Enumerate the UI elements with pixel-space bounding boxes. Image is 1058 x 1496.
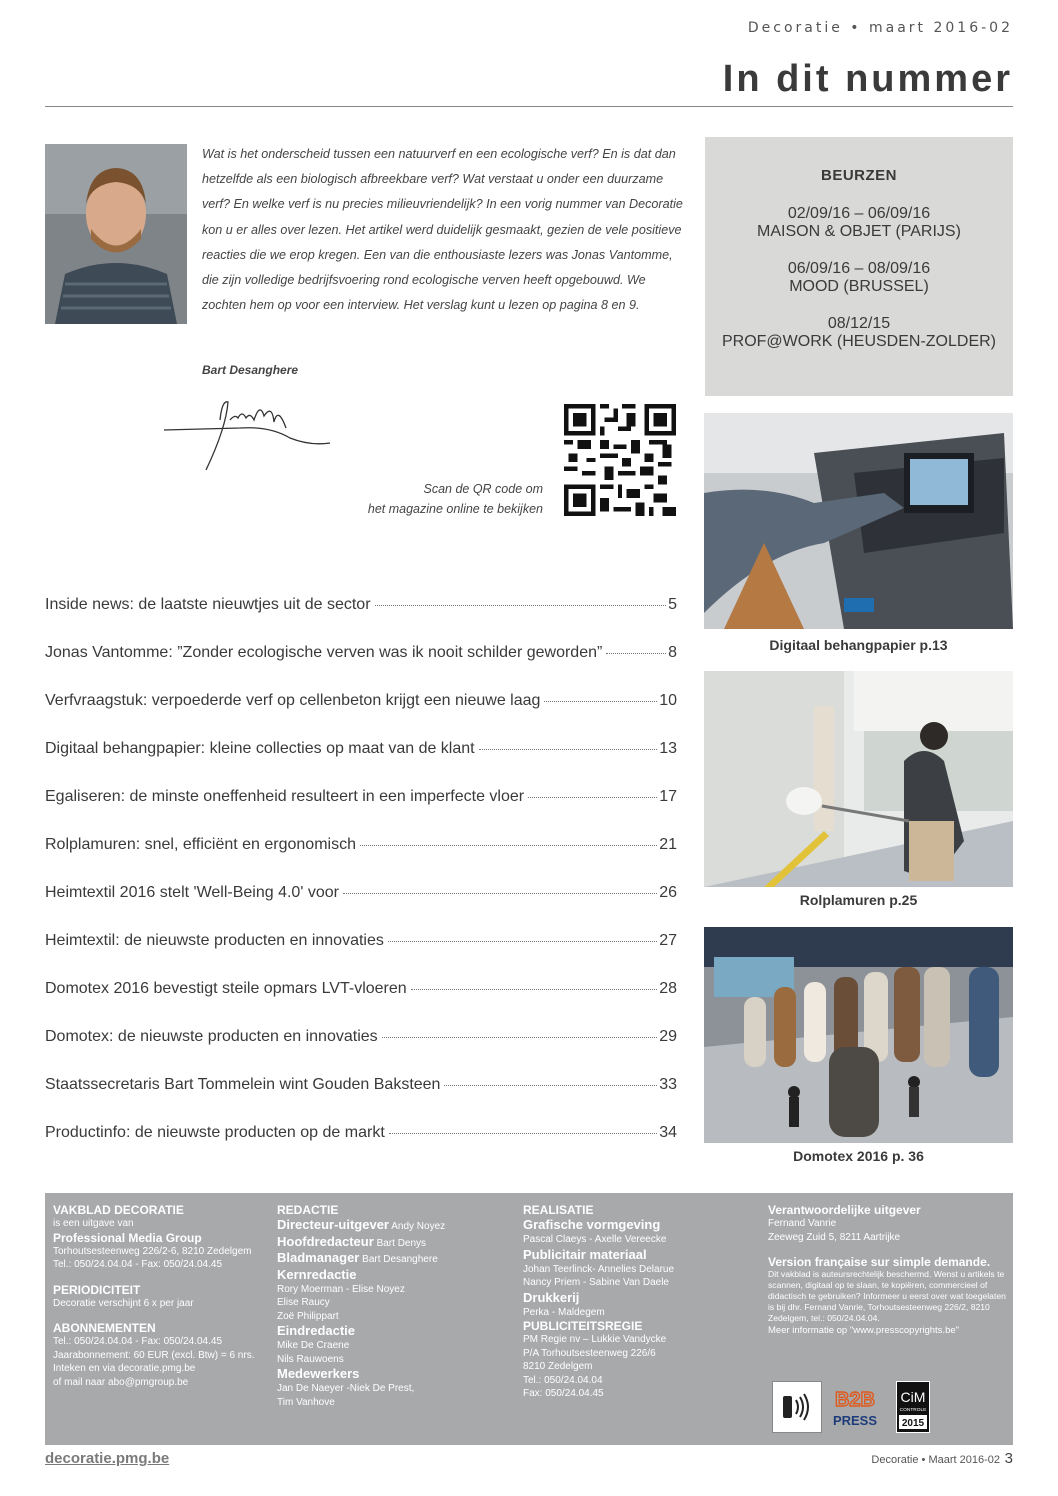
colophon-heading: REALISATIE [523, 1203, 594, 1217]
colophon-role: Bladmanager [277, 1250, 360, 1265]
b2b-press-logo [827, 1381, 883, 1433]
fair-name: MAISON & OBJET (PARIJS) [757, 223, 961, 240]
toc-page: 21 [659, 836, 677, 853]
colophon-heading: ABONNEMENTEN [53, 1321, 156, 1335]
toc-title: Domotex: de nieuwste producten en innovaties [45, 1028, 378, 1045]
colophon-line: Fernand Vanrie [768, 1218, 837, 1229]
press-logo-text: PRESS [832, 1413, 878, 1428]
toc-page: 10 [659, 692, 677, 709]
fair-name: PROF@WORK (HEUSDEN-ZOLDER) [721, 333, 997, 350]
colophon-heading: Professional Media Group [53, 1230, 202, 1245]
nfc-logo-icon [772, 1381, 822, 1433]
colophon-role: Medewerkers [277, 1366, 360, 1381]
editorial-author: Bart Desanghere [202, 363, 299, 377]
toc-leader [606, 653, 666, 654]
colophon-line: PM Regie nv – Lukkie Vandycke [523, 1334, 667, 1345]
colophon-role: Grafische vormgeving [523, 1217, 661, 1232]
colophon-line: Rory Moerman - Elise Noyez [277, 1283, 405, 1295]
colophon-heading: PUBLICITEITSREGIE [523, 1319, 643, 1333]
colophon-line: Johan Teerlinck- Annelies Delarue [523, 1263, 675, 1275]
colophon-line: Jan De Naeyer -Niek De Prest, [277, 1383, 415, 1394]
toc-page: 26 [659, 884, 677, 901]
colophon-person: Bart Denys [376, 1237, 427, 1249]
toc-row[interactable] [45, 740, 677, 788]
colophon-line: Pascal Claeys - Axelle Vereecke [523, 1234, 667, 1245]
colophon-line: Perka - Maldegem [523, 1306, 605, 1318]
toc-page: 29 [659, 1028, 677, 1045]
toc-title: Heimtextil 2016 stelt 'Well-Being 4.0' voor [45, 884, 339, 901]
beurzen-box [705, 137, 1013, 396]
toc-leader [411, 989, 658, 990]
toc-title: Staatssecretaris Bart Tommelein wint Gouden Baksteen [45, 1076, 441, 1093]
qr-caption-line: Scan de QR code om [423, 482, 543, 496]
colophon-heading: Version française sur simple demande. [768, 1255, 991, 1269]
page-title: In dit nummer [722, 58, 1013, 100]
colophon-role: Hoofdredacteur [277, 1233, 374, 1249]
toc-leader [343, 893, 657, 894]
toc-page: 34 [659, 1124, 677, 1141]
colophon-line: is een uitgave van [53, 1218, 134, 1229]
colophon-line: Elise Raucy [277, 1297, 330, 1308]
colophon-role: Drukkerij [523, 1289, 580, 1305]
toc-page: 27 [659, 932, 677, 949]
b2b-logo-text: B2B [834, 1389, 876, 1411]
colophon-role: Kernredactie [277, 1266, 357, 1282]
toc-title: Egaliseren: de minste oneffenheid resulteert in een imperfecte vloer [45, 788, 525, 805]
toc-row[interactable] [45, 1028, 677, 1076]
toc-page: 8 [668, 644, 677, 661]
toc-title: Domotex 2016 bevestigt steile opmars LVT-vloeren [45, 980, 407, 997]
colophon [45, 1193, 1013, 1445]
toc-title: Heimtextil: de nieuwste producten en innovaties [45, 932, 384, 949]
toc-leader [375, 605, 667, 606]
colophon-line: Nils Rauwoens [277, 1353, 344, 1365]
colophon-line: of mail naar abo@pmgroup.be [53, 1376, 189, 1388]
colophon-legal: Dit vakblad is auteursrechtelijk beschermd. Wenst u artikels te scannen, digitaal op te slaan, te kopiëren, commercieel of didactisch te gebruiken? Informeer u eerst over wat toegelaten is bij dhr. Fernand Vanrie, Torhoutsesteenweg 226/2, 8210 Zedelgem, tel.: 050/24.04.04. [768, 1269, 1006, 1323]
colophon-line: Tel.: 050/24.04.04 - Fax: 050/24.04.45 [53, 1336, 223, 1347]
photo-caption: Digitaal behangpapier p.13 [769, 637, 948, 653]
colophon-heading: VAKBLAD DECORATIE [53, 1203, 184, 1217]
fair-dates: 02/09/16 – 06/09/16 [787, 205, 931, 222]
editorial-text: Wat is het onderscheid tussen een natuurverf en een ecologische verf? En is dat dan hetzelfde als een biologisch afbreekbare verf? Wat verstaat u onder een duurzame verf? En welke verf is nu precies milieuvriendelijk? In een vorig nummer van Decoratie kon u er alles over lezen. Het artikel werd duidelijk gesmaakt, gezien de vele positieve reacties die we erop kregen. Een van die enthousiaste lezers was Jonas Vantomme, die zijn volledige bedrijfsvoering rond ecologische verven heeft opgebouwd. We zochten hem op voor een interview. Het verslag kunt u lezen op pagina 8 en 9. [202, 147, 683, 313]
colophon-realisatie [523, 1203, 758, 1401]
issue-line: Decoratie • maart 2016-02 [747, 20, 1013, 36]
fair-item [705, 315, 1013, 351]
toc-leader [528, 797, 657, 798]
toc-page: 5 [668, 596, 677, 613]
colophon-line: 8210 Zedelgem [523, 1361, 593, 1372]
colophon-role: Publicitair materiaal [523, 1246, 647, 1262]
colophon-uitgever [768, 1203, 1008, 1338]
toc-row[interactable] [45, 692, 677, 740]
toc-row[interactable] [45, 980, 677, 1028]
colophon-line: P/A Torhoutsesteenweg 226/6 [523, 1347, 656, 1359]
toc-title: Rolplamuren: snel, efficiënt en ergonomisch [45, 836, 356, 853]
colophon-line: Tim Vanhove [277, 1396, 335, 1408]
toc-row[interactable] [45, 788, 677, 836]
colophon-line: Fax: 050/24.04.45 [523, 1388, 604, 1399]
cim-year-text: 2015 [901, 1418, 925, 1429]
fair-name: MOOD (BRUSSEL) [789, 278, 929, 295]
toc-title: Verfvraagstuk: verpoederde verf op cellenbeton krijgt een nieuwe laag [45, 692, 541, 709]
colophon-line: Inteken en via decoratie.pmg.be [53, 1363, 196, 1374]
toc-leader [389, 1133, 657, 1134]
toc-leader [544, 701, 657, 702]
colophon-role: Directeur-uitgever [277, 1217, 389, 1232]
toc-row[interactable] [45, 644, 677, 692]
fair-item [705, 205, 1013, 241]
toc-row[interactable] [45, 932, 677, 980]
table-of-contents [45, 596, 677, 1172]
toc-title: Inside news: de laatste nieuwtjes uit de sector [45, 596, 371, 613]
cim-logo [896, 1381, 930, 1433]
toc-row[interactable] [45, 884, 677, 932]
qr-code-icon[interactable] [564, 404, 676, 516]
colophon-line: Torhoutsesteenweg 226/2-6, 8210 Zedelgem [53, 1245, 252, 1257]
signature [160, 388, 340, 478]
toc-page: 33 [659, 1076, 677, 1093]
toc-leader [360, 845, 657, 846]
colophon-line: Tel.: 050/24.04.04 [523, 1374, 603, 1386]
fair-dates: 06/09/16 – 08/09/16 [787, 260, 931, 277]
photo-caption: Domotex 2016 p. 36 [793, 1148, 924, 1164]
toc-row[interactable] [45, 1124, 677, 1172]
colophon-heading: PERIODICITEIT [53, 1282, 141, 1297]
website-link[interactable]: decoratie.pmg.be [45, 1450, 170, 1467]
colophon-person: Andy Noyez [391, 1221, 446, 1232]
photo-painters [704, 671, 1013, 887]
photo-caption: Rolplamuren p.25 [799, 892, 918, 908]
beurzen-title: BEURZEN [820, 167, 897, 184]
toc-leader [388, 941, 657, 942]
toc-page: 13 [659, 740, 677, 757]
toc-page: 17 [659, 788, 677, 805]
toc-row[interactable] [45, 836, 677, 884]
photo-domotex [704, 927, 1013, 1143]
colophon-line: Tel.: 050/24.04.04 - Fax: 050/24.04.45 [53, 1259, 223, 1270]
title-divider [45, 106, 1013, 107]
qr-caption [368, 479, 543, 519]
toc-title: Productinfo: de nieuwste producten op de markt [45, 1124, 385, 1141]
photo-printer [704, 413, 1013, 629]
colophon-line: Decoratie verschijnt 6 x per jaar [53, 1297, 194, 1309]
toc-leader [382, 1037, 658, 1038]
colophon-line: Nancy Priem - Sabine Van Daele [523, 1277, 669, 1288]
fair-item [705, 260, 1013, 296]
toc-title: Jonas Vantomme: ”Zonder ecologische verven was ik nooit schilder geworden” [45, 644, 603, 661]
fair-dates: 08/12/15 [827, 315, 891, 332]
colophon-role: Eindredactie [277, 1323, 356, 1338]
toc-leader [479, 749, 658, 750]
toc-row[interactable] [45, 1076, 677, 1124]
colophon-line: Zoë Philippart [277, 1310, 339, 1322]
footer-issue: Decoratie • Maart 2016-02 [871, 1454, 1000, 1466]
colophon-line: Mike De Craene [277, 1340, 350, 1351]
toc-page: 28 [659, 980, 677, 997]
colophon-heading: REDACTIE [277, 1203, 339, 1217]
colophon-line: Jaarabonnement: 60 EUR (excl. Btw) = 6 nrs. [53, 1349, 255, 1361]
cim-logo-text: CiM [900, 1389, 926, 1405]
cim-control-text: CONTROLE [899, 1408, 927, 1413]
colophon-person: Bart Desanghere [362, 1254, 438, 1265]
toc-row[interactable] [45, 596, 677, 644]
editor-portrait [45, 144, 187, 324]
colophon-line: Meer informatie op "www.presscopyrights.be" [768, 1325, 960, 1336]
colophon-line: Zeeweg Zuid 5, 8211 Aartrijke [768, 1231, 901, 1243]
colophon-publisher [53, 1203, 268, 1389]
colophon-redactie [277, 1203, 512, 1409]
colophon-heading: Verantwoordelijke uitgever [768, 1203, 921, 1217]
toc-leader [444, 1085, 657, 1086]
toc-title: Digitaal behangpapier: kleine collecties op maat van de klant [45, 740, 475, 757]
page-number: 3 [1004, 1450, 1013, 1467]
qr-caption-line: het magazine online te bekijken [367, 502, 543, 516]
